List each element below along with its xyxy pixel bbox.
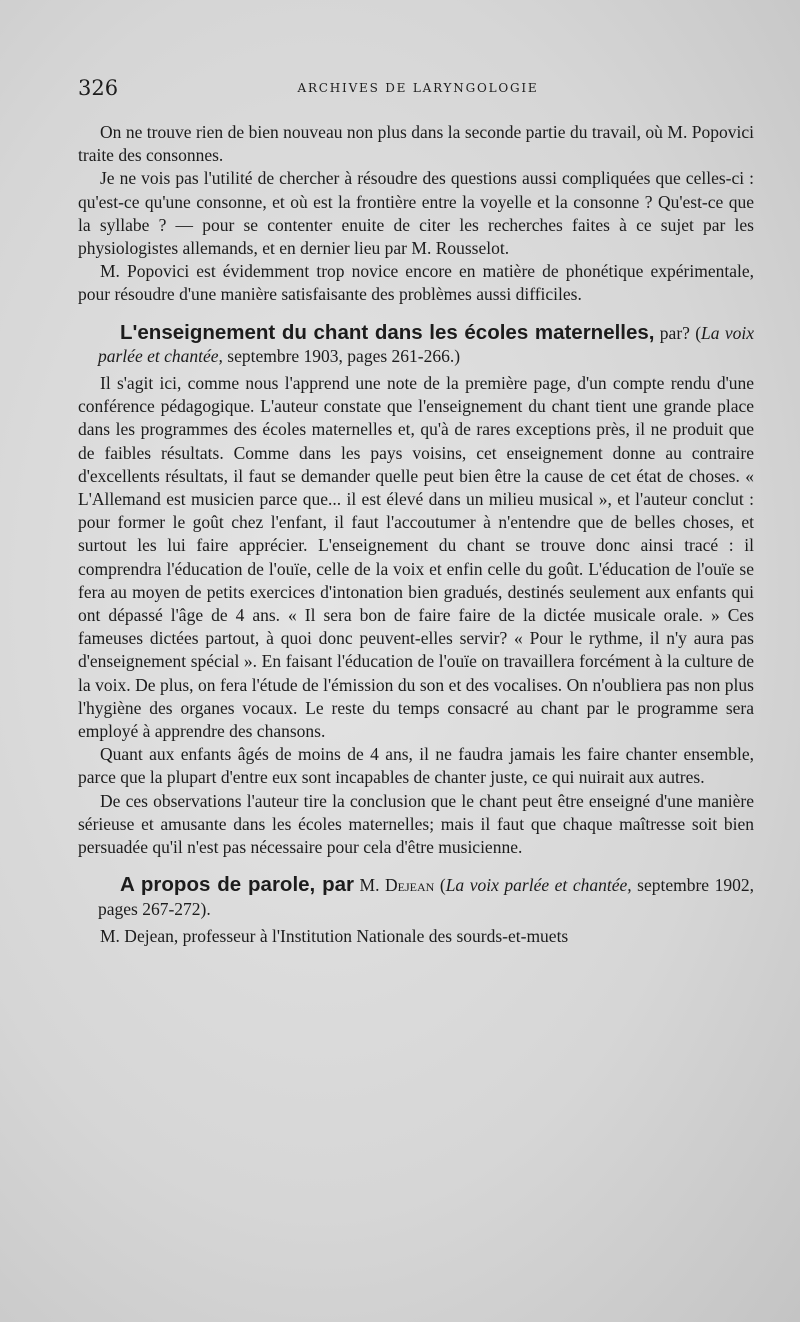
paragraph: M. Popovici est évidemment trop novice encore en matière de phonétique expérimentale, pour résoudre d'une manière satisfaisante des problèmes aussi difficiles.	[78, 261, 754, 305]
section-heading	[78, 321, 754, 368]
author-prefix: M.	[354, 875, 386, 896]
section-title: A propos de parole, par	[120, 873, 354, 897]
paragraph: De ces observations l'auteur tire la conclusion que le chant peut être enseigné d'une manière sérieuse et amusante dans les écoles maternelles; mais il faut que chaque maîtresse soit bien persuadée qu'il n'est pas nécessaire pour cela d'être musicienne.	[78, 790, 754, 858]
section-title: L'enseignement du chant dans les écoles maternelles,	[120, 320, 655, 344]
source-details: septembre 1903, pages 261-266.)	[222, 345, 461, 366]
paragraph: Quant aux enfants âgés de moins de 4 ans, il ne faudra jamais les faire chanter ensemble, parce que la plupart d'entre eux sont incapables de chanter juste, ce qui nuirait aux autres.	[78, 744, 754, 788]
open-paren: (	[434, 875, 446, 896]
byline-prefix: par? (	[654, 322, 702, 343]
section-heading	[78, 873, 754, 920]
source-title: La voix parlée et chantée,	[445, 875, 632, 896]
source-title: La voix parlée et chantée,	[98, 322, 754, 366]
paragraph: Il s'agit ici, comme nous l'apprend une note de la première page, d'un compte rendu d'une conférence pédagogique. L'auteur constate que l'enseignement du chant tient une grande place dans les programmes des écoles maternelles et, qu'à de rares exceptions près, il ne produit que de faibles résultats. Comme dans les pays voisins, cet enseignement donne au contraire d'excellents résultats, il faut se demander quelle peut bien être la cause de cet état de choses. « L'Allemand est musicien parce que... il est élevé dans un milieu musical », et l'auteur conclut : pour former le goût chez l'enfant, il faut l'accoutumer à n'entendre que de belles choses, et surtout les lui faire apprécier. L'enseignement du chant se trouve donc ainsi tracé : il comprendra l'éducation de l'ouïe, celle de la voix et enfin celle du goût. L'éducation de l'ouïe se fera au moyen de petits exercices d'intonation bien gradués, destinés seulement aux enfants qui ont dépassé l'âge de 4 ans. « Il sera bon de faire faire de la dictée musicale orale. » Ces fameuses dictées partout, à quoi donc peuvent-elles servir? « Pour le rythme, il n'y aura pas d'enseignement spécial ». En faisant l'éducation de l'ouïe on travaillera forcément à la culture de la voix. De plus, on fera l'étude de l'émission du son et des vocalises. On n'oubliera pas non plus l'hygiène des organes vocaux. Le reste du temps consacré au chant par le programme sera employé à apprendre des chansons.	[78, 373, 754, 742]
source-details: septembre 1902, pages 267-272).	[98, 875, 754, 919]
page-number: 326	[78, 76, 119, 100]
paragraph: On ne trouve rien de bien nouveau non plus dans la seconde partie du travail, où M. Popovici traite des consonnes.	[78, 122, 754, 166]
paragraph: Je ne vois pas l'utilité de chercher à résoudre des questions aussi compliquées que celles-ci : qu'est-ce qu'une consonne, et où est la frontière entre la voyelle et la consonne ? Qu'est-ce que la syllabe ? — pour se contenter enuite de citer les recherches faites à ce sujet par les physiologistes allemands, et en dernier lieu par M. Rousselot.	[78, 168, 754, 259]
paragraph: M. Dejean, professeur à l'Institution Nationale des sourds-et-muets	[100, 925, 569, 946]
author-name: Dejean	[385, 875, 435, 896]
body-text	[78, 121, 754, 948]
page-header	[78, 76, 758, 100]
running-head: ARCHIVES DE LARYNGOLOGIE	[297, 81, 539, 95]
